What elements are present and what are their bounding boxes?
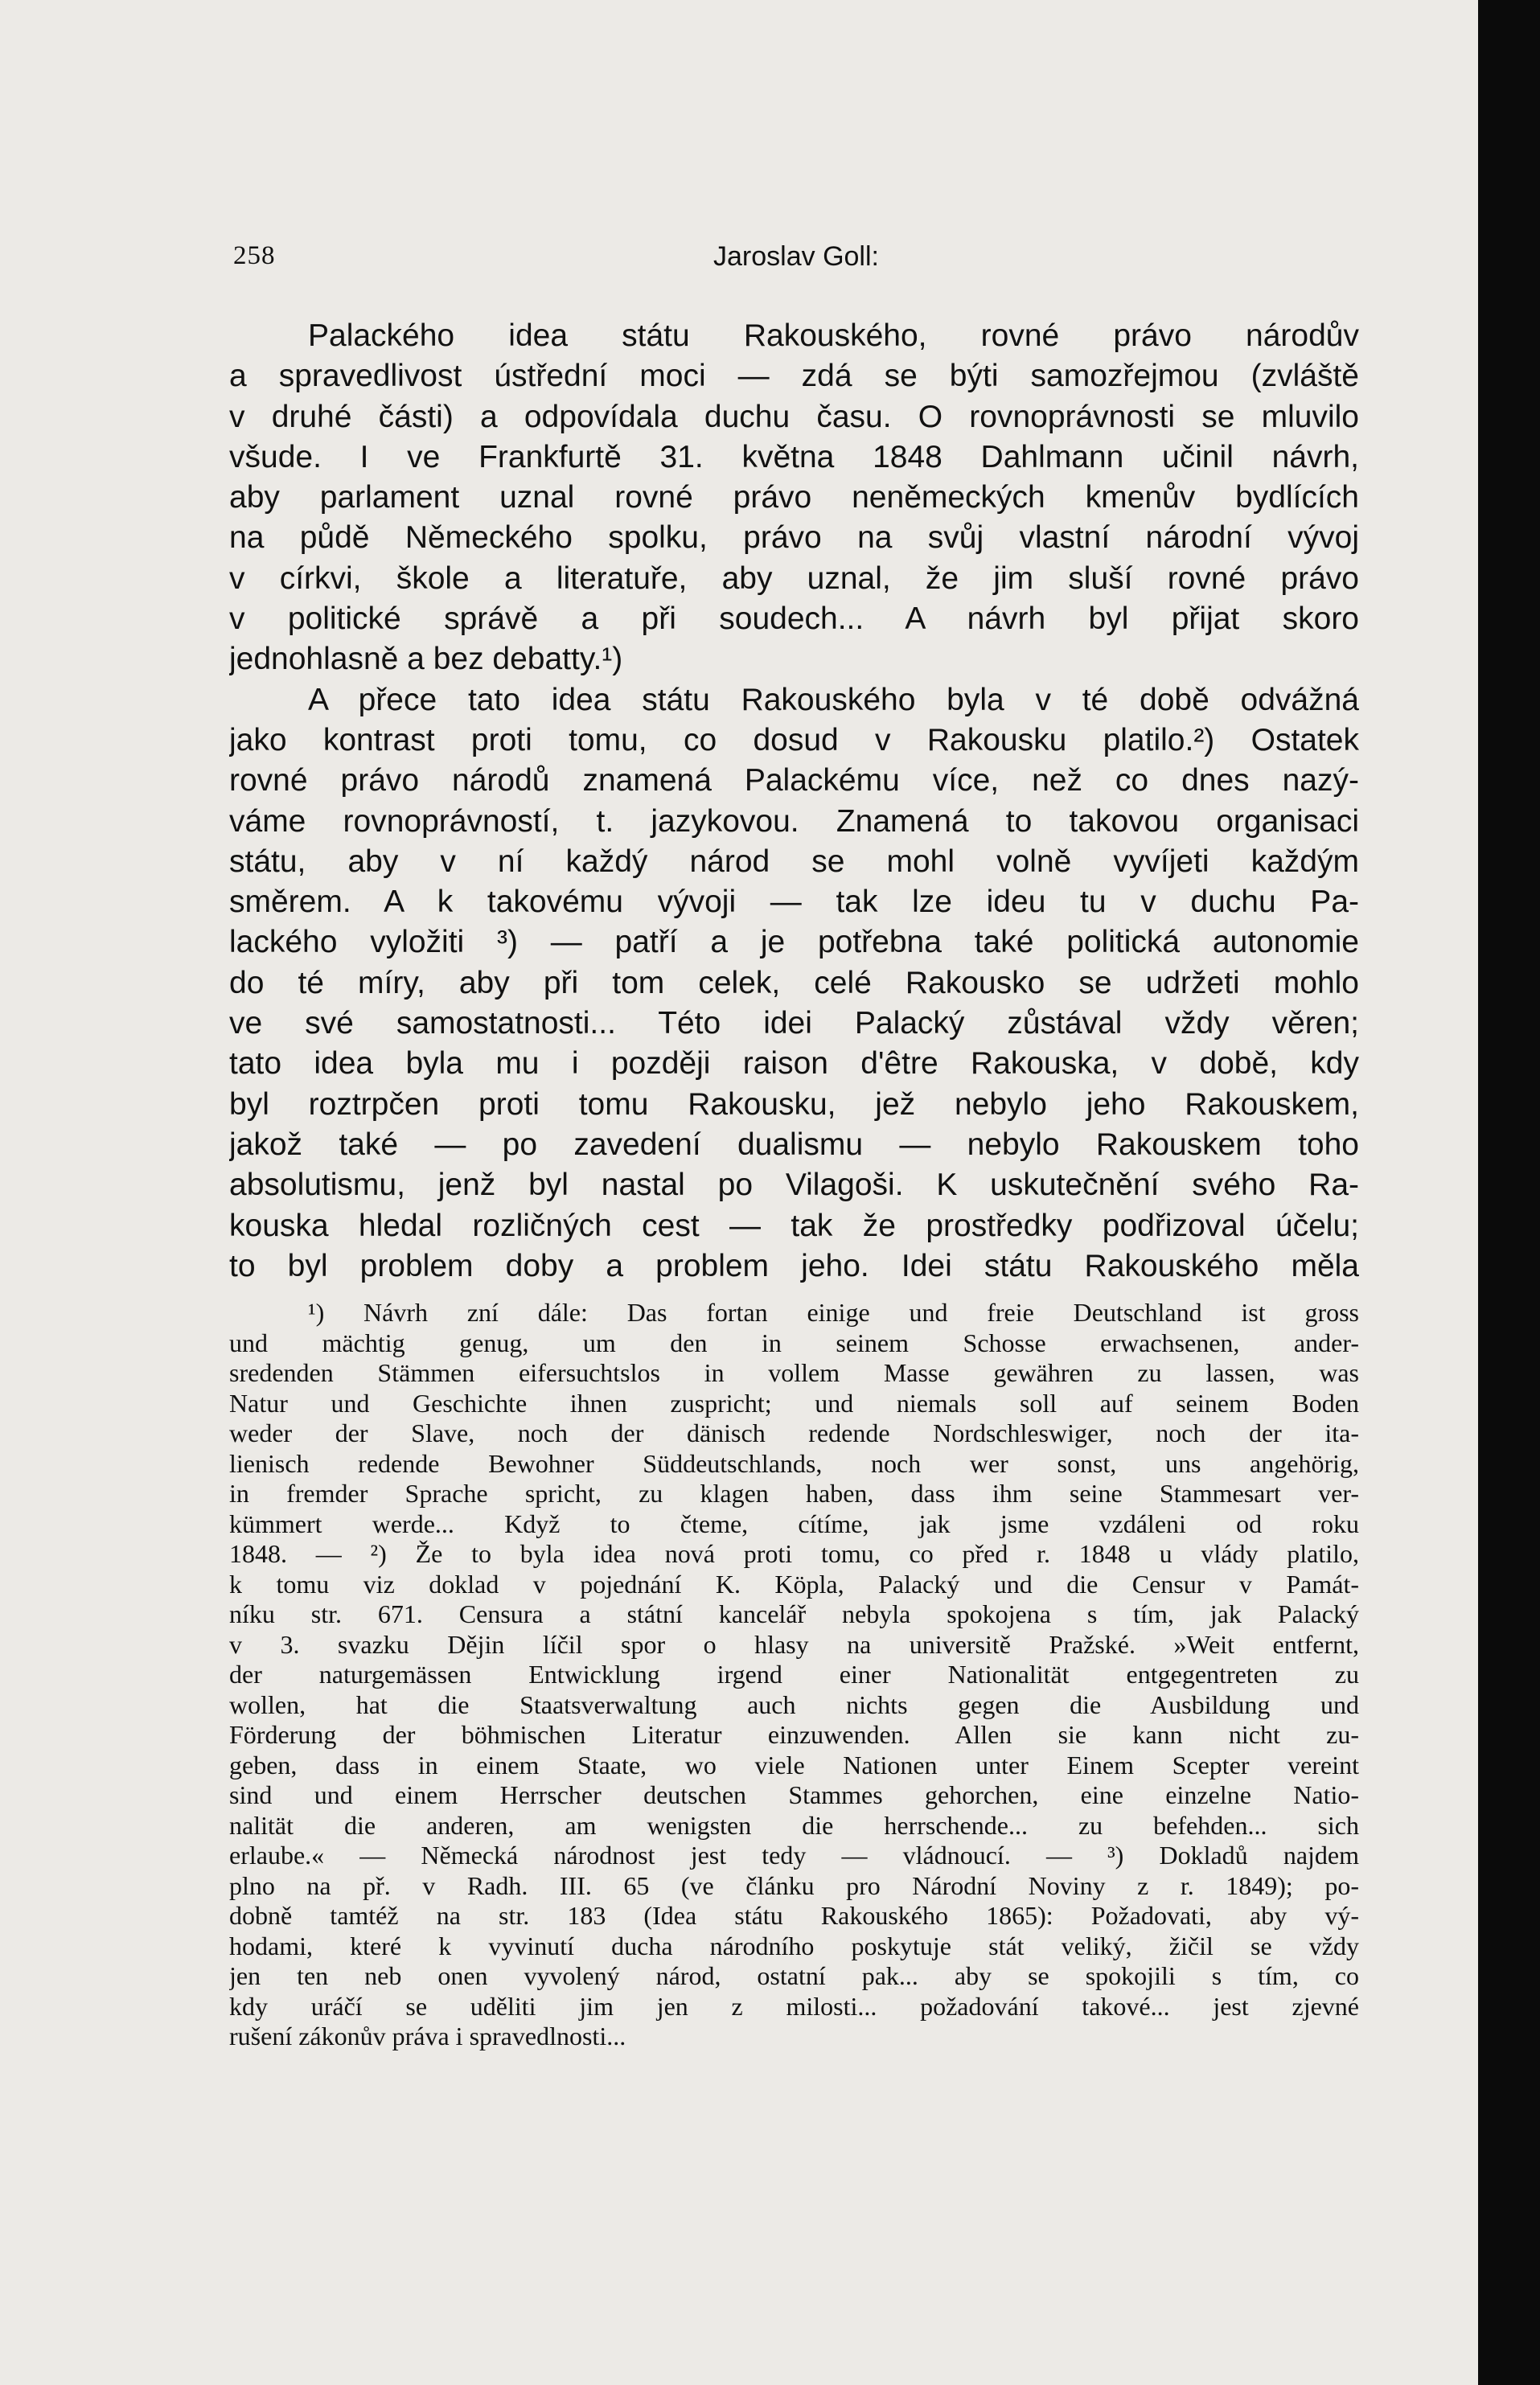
body-line: a spravedlivost ústřední moci — zdá se býti samozřejmou (zvláště bbox=[229, 359, 1359, 394]
footnote-line: lienisch redende Bewohner Süddeutschlands, noch wer sonst, uns angehörig, bbox=[229, 1448, 1359, 1478]
footnote-line: v 3. svazku Dějin líčil spor o hlasy na universitě Pražské. »Weit entfernt, bbox=[229, 1629, 1359, 1659]
body-line: jednohlasně a bez debatty.¹) bbox=[229, 642, 623, 677]
body-line: to byl problem doby a problem jeho. Idei státu Rakouského měla bbox=[229, 1248, 1359, 1283]
body-line: lackého vyložiti ³) — patří a je potřebna také politická autonomie bbox=[229, 925, 1359, 960]
body-line: státu, aby v ní každý národ se mohl volně vyvíjeti každým bbox=[229, 844, 1359, 879]
body-line: jako kontrast proti tomu, co dosud v Rakousku platilo.²) Ostatek bbox=[229, 722, 1359, 757]
body-line: v církvi, škole a literatuře, aby uznal, že jim sluší rovné právo bbox=[229, 560, 1359, 596]
footnote-line: rušení zákonův práva i spravedlnosti... bbox=[229, 2022, 626, 2050]
footnote-line: geben, dass in einem Staate, wo viele Nationen unter Einem Scepter vereint bbox=[229, 1750, 1359, 1780]
body-line: jakož také — po zavedení dualismu — nebylo Rakouskem toho bbox=[229, 1127, 1359, 1162]
footnote-line: sredenden Stämmen eifersuchtslos in vollem Masse gewähren zu lassen, was bbox=[229, 1358, 1359, 1387]
page-header bbox=[233, 241, 1359, 289]
body-line: váme rovnoprávností, t. jazykovou. Znamená to takovou organisaci bbox=[229, 803, 1359, 839]
footnote-line: plno na př. v Radh. III. 65 (ve článku pro Národní Noviny z r. 1849); po- bbox=[229, 1870, 1359, 1900]
body-line: absolutismu, jenž byl nastal po Vilagoši. K uskutečnění svého Ra- bbox=[229, 1168, 1359, 1203]
body-line: v politické správě a při soudech... A návrh byl přijat skoro bbox=[229, 601, 1359, 637]
footnote-line: dobně tamtéž na str. 183 (Idea státu Rakouského 1865): Požadovati, aby vý- bbox=[229, 1901, 1359, 1930]
footnote-line: níku str. 671. Censura a státní kancelář nebyla spokojena s tím, jak Palacký bbox=[229, 1599, 1359, 1628]
footnote-line: kdy uráčí se uděliti jim jen z milosti... požadování takové... jest zjevné bbox=[229, 1991, 1359, 2021]
footnote-line: Natur und Geschichte ihnen zuspricht; und niemals soll auf seinem Boden bbox=[229, 1388, 1359, 1418]
body-line: byl roztrpčen proti tomu Rakousku, jež nebylo jeho Rakouskem, bbox=[229, 1086, 1359, 1122]
footnote-line: Förderung der böhmischen Literatur einzuwenden. Allen sie kann nicht zu- bbox=[229, 1720, 1359, 1749]
footnote-line: und mächtig genug, um den in seinem Schosse erwachsenen, ander- bbox=[229, 1328, 1359, 1357]
footnote-line: ¹) Návrh zní dále: Das fortan einige und freie Deutschland ist gross bbox=[308, 1298, 1359, 1327]
scan-edge bbox=[1478, 0, 1540, 2385]
footnote-line: nalität die anderen, am wenigsten die herrschende... zu befehden... sich bbox=[229, 1810, 1359, 1840]
body-text bbox=[229, 316, 1359, 1287]
body-line: Palackého idea státu Rakouského, rovné právo národův bbox=[308, 318, 1359, 353]
body-line: aby parlament uznal rovné právo neněmeckých kmenův bydlících bbox=[229, 480, 1359, 515]
footnote-line: 1848. — ²) Že to byla idea nová proti tomu, co před r. 1848 u vlády platilo, bbox=[229, 1539, 1359, 1568]
page-number: 258 bbox=[233, 241, 276, 270]
body-line: do té míry, aby při tom celek, celé Rakousko se udržeti mohlo bbox=[229, 965, 1359, 1000]
footnote-line: erlaube.« — Německá národnost jest tedy — vládnoucí. — ³) Dokladů najdem bbox=[229, 1841, 1359, 1870]
body-line: kouska hledal rozličných cest — tak že prostředky podřizoval účelu; bbox=[229, 1208, 1359, 1243]
running-head: Jaroslav Goll: bbox=[713, 241, 879, 272]
footnote-line: weder der Slave, noch der dänisch redende Nordschleswiger, noch der ita- bbox=[229, 1418, 1359, 1447]
body-line: A přece tato idea státu Rakouského byla v té době odvážná bbox=[308, 682, 1359, 717]
body-line: v druhé části) a odpovídala duchu času. O rovnoprávnosti se mluvilo bbox=[229, 399, 1359, 434]
body-line: ve své samostatnosti... Této idei Palacký zůstával vždy věren; bbox=[229, 1006, 1359, 1041]
body-line: rovné právo národů znamená Palackému více, než co dnes nazý- bbox=[229, 763, 1359, 798]
footnote-line: kümmert werde... Když to čteme, cítíme, jak jsme vzdáleni od roku bbox=[229, 1509, 1359, 1538]
footnotes bbox=[229, 1298, 1359, 2052]
footnote-line: in fremder Sprache spricht, zu klagen haben, dass ihm seine Stammesart ver- bbox=[229, 1479, 1359, 1508]
footnote-line: wollen, hat die Staatsverwaltung auch nichts gegen die Ausbildung und bbox=[229, 1689, 1359, 1719]
footnote-line: hodami, které k vyvinutí ducha národního poskytuje stát veliký, žičil se vždy bbox=[229, 1931, 1359, 1960]
body-line: všude. I ve Frankfurtě 31. května 1848 Dahlmann učinil návrh, bbox=[229, 439, 1359, 474]
body-line: na půdě Německého spolku, právo na svůj vlastní národní vývoj bbox=[229, 520, 1359, 556]
footnote-line: jen ten neb onen vyvolený národ, ostatní pak... aby se spokojili s tím, co bbox=[229, 1961, 1359, 1990]
footnote-line: der naturgemässen Entwicklung irgend einer Nationalität entgegentreten zu bbox=[229, 1660, 1359, 1689]
body-line: směrem. A k takovému vývoji — tak lze ideu tu v duchu Pa- bbox=[229, 885, 1359, 920]
body-line: tato idea byla mu i později raison d'être Rakouska, v době, kdy bbox=[229, 1046, 1359, 1082]
footnote-line: sind und einem Herrscher deutschen Stammes gehorchen, eine einzelne Natio- bbox=[229, 1780, 1359, 1809]
footnote-line: k tomu viz doklad v pojednání K. Köpla, Palacký und die Censur v Památ- bbox=[229, 1569, 1359, 1599]
